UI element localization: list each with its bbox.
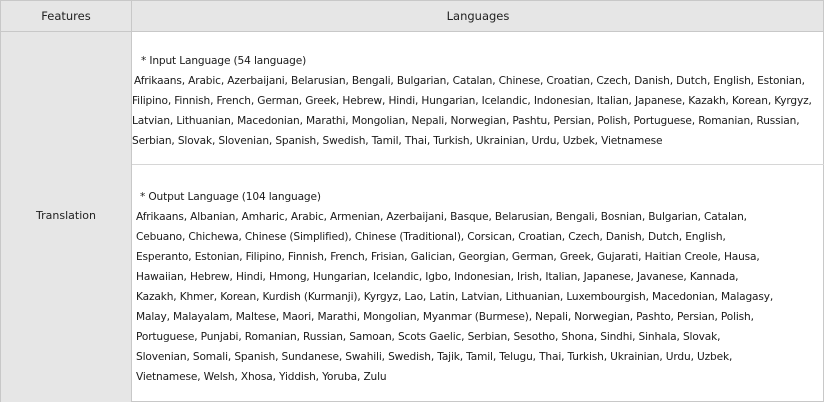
section-divider [132,164,824,165]
input-language-line: Filipino, Finnish, French, German, Greek, Hebrew, Hindi, Hungarian, Icelandic, Indonesian, Italian, Japanese, Kazakh, Korean, Kyrgyz, [132,95,812,107]
input-language-block [132,51,822,151]
feature-translation: Translation [36,209,96,222]
output-language-line: Esperanto, Estonian, Filipino, Finnish, French, Frisian, Galician, Georgian, German, Greek, Gujarati, Haitian Creole, Hausa, [136,251,760,263]
output-language-title: * Output Language (104 language) [140,191,321,203]
output-language-line: Kazakh, Khmer, Korean, Kurdish (Kurmanji), Kyrgyz, Lao, Latin, Latvian, Lithuanian, Luxembourgish, Macedonian, Malagasy, [136,291,774,303]
output-language-line: Portuguese, Punjabi, Romanian, Russian, Samoan, Scots Gaelic, Serbian, Sesotho, Shona, Sindhi, Sinhala, Slovak, [136,331,721,343]
output-language-line: Afrikaans, Albanian, Amharic, Arabic, Armenian, Azerbaijani, Basque, Belarusian, Bengali, Bosnian, Bulgarian, Catalan, [136,211,747,223]
input-language-title: * Input Language (54 language) [141,55,307,67]
input-language-line: Afrikaans, Arabic, Azerbaijani, Belarusian, Bengali, Bulgarian, Catalan, Chinese, Croatian, Czech, Danish, Dutch, English, Estonian, [134,75,805,87]
input-language-line: Serbian, Slovak, Slovenian, Spanish, Swedish, Tamil, Thai, Turkish, Ukrainian, Urdu, Uzbek, Vietnamese [132,135,663,147]
input-language-line: Latvian, Lithuanian, Macedonian, Marathi, Mongolian, Nepali, Norwegian, Pashtu, Persian, Polish, Portuguese, Romanian, Russian, [132,115,800,127]
output-language-line: Malay, Malayalam, Maltese, Maori, Marathi, Mongolian, Myanmar (Burmese), Nepali, Norwegian, Pashto, Persian, Polish, [136,311,754,323]
output-language-line: Cebuano, Chichewa, Chinese (Simplified), Chinese (Traditional), Corsican, Croatian, Czech, Danish, Dutch, English, [136,231,726,243]
output-language-block [136,187,822,387]
header-features: Features [41,9,91,23]
output-language-line: Hawaiian, Hebrew, Hindi, Hmong, Hungarian, Icelandic, Igbo, Indonesian, Irish, Italian, Japanese, Javanese, Kannada, [136,271,739,283]
header-languages: Languages [446,9,510,23]
table-header-row [1,1,823,32]
feature-column-cell [1,32,131,402]
output-language-line: Vietnamese, Welsh, Xhosa, Yiddish, Yoruba, Zulu [136,371,387,383]
output-language-line: Slovenian, Somali, Spanish, Sundanese, Swahili, Swedish, Tajik, Tamil, Telugu, Thai, Turkish, Ukrainian, Urdu, Uzbek, [136,351,733,363]
